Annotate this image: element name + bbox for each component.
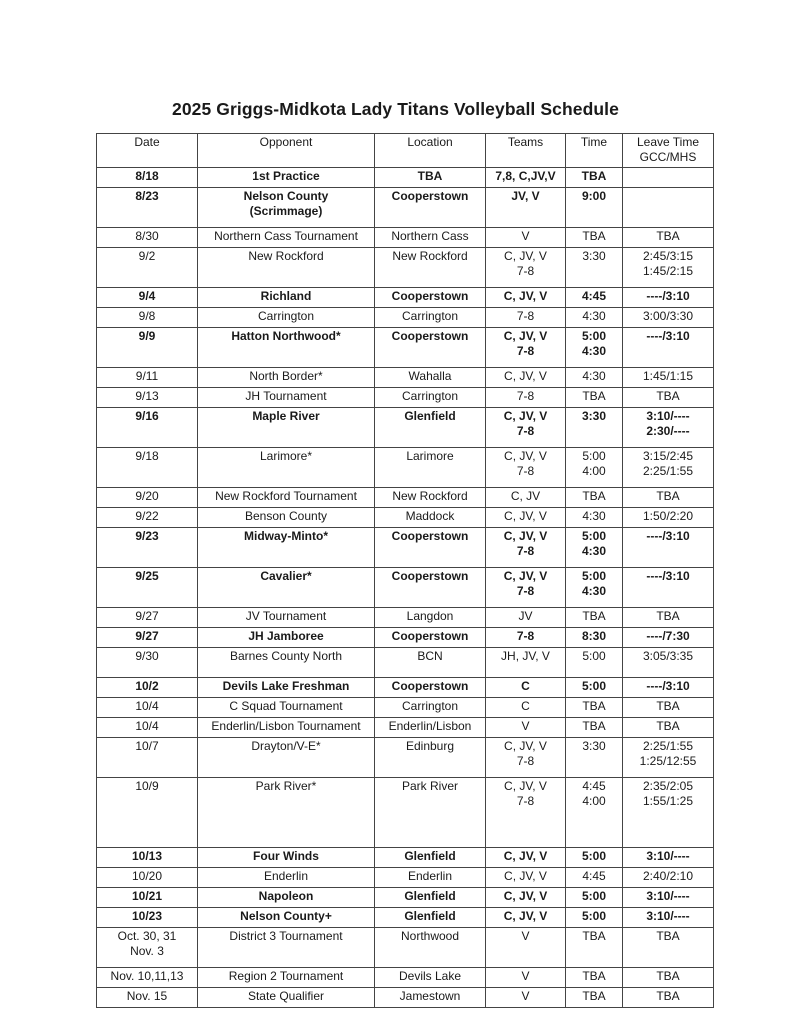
location-cell: Glenfield xyxy=(375,908,486,928)
table-row xyxy=(97,628,714,648)
time-cell: TBA xyxy=(566,608,623,628)
opponent-cell: Region 2 Tournament xyxy=(198,968,375,988)
teams-cell: C, JV, V xyxy=(486,368,566,388)
teams-cell: C, JV, V xyxy=(486,868,566,888)
opponent-cell: Hatton Northwood* xyxy=(198,328,375,368)
teams-cell: C, JV, V 7-8 xyxy=(486,248,566,288)
time-cell: TBA xyxy=(566,388,623,408)
column-header-teams: Teams xyxy=(486,134,566,168)
table-row xyxy=(97,288,714,308)
leave-time-cell: 3:10/---- 2:30/---- xyxy=(623,408,714,448)
opponent-cell: Northern Cass Tournament xyxy=(198,228,375,248)
leave-time-cell: 2:45/3:15 1:45/2:15 xyxy=(623,248,714,288)
leave-time-cell: TBA xyxy=(623,388,714,408)
table-row xyxy=(97,648,714,678)
date-cell: 10/9 xyxy=(97,778,198,848)
teams-cell: 7-8 xyxy=(486,628,566,648)
date-cell: 9/22 xyxy=(97,508,198,528)
table-row xyxy=(97,168,714,188)
location-cell: Cooperstown xyxy=(375,328,486,368)
table-row xyxy=(97,868,714,888)
table-row xyxy=(97,508,714,528)
opponent-cell: 1st Practice xyxy=(198,168,375,188)
time-cell: 5:00 xyxy=(566,908,623,928)
location-cell: Enderlin xyxy=(375,868,486,888)
date-cell: 9/2 xyxy=(97,248,198,288)
teams-cell: C, JV, V 7-8 xyxy=(486,408,566,448)
teams-cell: C, JV, V 7-8 xyxy=(486,738,566,778)
opponent-cell: JV Tournament xyxy=(198,608,375,628)
time-cell: 4:30 xyxy=(566,508,623,528)
location-cell: Carrington xyxy=(375,698,486,718)
table-row xyxy=(97,308,714,328)
time-cell: 4:45 xyxy=(566,288,623,308)
location-cell: Wahalla xyxy=(375,368,486,388)
leave-time-cell xyxy=(623,188,714,228)
teams-cell: C, JV, V 7-8 xyxy=(486,448,566,488)
teams-cell: 7,8, C,JV,V xyxy=(486,168,566,188)
teams-cell: JV, V xyxy=(486,188,566,228)
leave-time-cell: 3:00/3:30 xyxy=(623,308,714,328)
date-cell: 9/13 xyxy=(97,388,198,408)
leave-time-cell: ----/3:10 xyxy=(623,328,714,368)
location-cell: Cooperstown xyxy=(375,188,486,228)
table-row xyxy=(97,228,714,248)
date-cell: 9/23 xyxy=(97,528,198,568)
opponent-cell: C Squad Tournament xyxy=(198,698,375,718)
time-cell: 5:00 4:30 xyxy=(566,528,623,568)
teams-cell: V xyxy=(486,928,566,968)
teams-cell: C, JV, V 7-8 xyxy=(486,568,566,608)
table-row xyxy=(97,778,714,848)
time-cell: 5:00 xyxy=(566,678,623,698)
table-row xyxy=(97,678,714,698)
leave-time-cell: ----/3:10 xyxy=(623,678,714,698)
date-cell: 10/23 xyxy=(97,908,198,928)
date-cell: 10/7 xyxy=(97,738,198,778)
leave-time-cell: 2:25/1:55 1:25/12:55 xyxy=(623,738,714,778)
location-cell: Glenfield xyxy=(375,888,486,908)
location-cell: Glenfield xyxy=(375,408,486,448)
table-row xyxy=(97,188,714,228)
leave-time-cell: TBA xyxy=(623,228,714,248)
date-cell: 9/27 xyxy=(97,608,198,628)
location-cell: New Rockford xyxy=(375,248,486,288)
location-cell: TBA xyxy=(375,168,486,188)
time-cell: 4:45 4:00 xyxy=(566,778,623,848)
opponent-cell: District 3 Tournament xyxy=(198,928,375,968)
location-cell: Cooperstown xyxy=(375,528,486,568)
teams-cell: C, JV, V 7-8 xyxy=(486,528,566,568)
column-header-leave-time: Leave Time GCC/MHS xyxy=(623,134,714,168)
leave-time-cell: ----/3:10 xyxy=(623,568,714,608)
table-row xyxy=(97,388,714,408)
table-row xyxy=(97,888,714,908)
date-cell: Oct. 30, 31 Nov. 3 xyxy=(97,928,198,968)
teams-cell: C, JV, V 7-8 xyxy=(486,778,566,848)
opponent-cell: Midway-Minto* xyxy=(198,528,375,568)
teams-cell: C, JV, V xyxy=(486,848,566,868)
leave-time-cell: TBA xyxy=(623,718,714,738)
location-cell: Northern Cass xyxy=(375,228,486,248)
column-header-date: Date xyxy=(97,134,198,168)
teams-cell: C, JV, V xyxy=(486,888,566,908)
table-row xyxy=(97,248,714,288)
opponent-cell: Drayton/V-E* xyxy=(198,738,375,778)
time-cell: 5:00 4:30 xyxy=(566,568,623,608)
table-row xyxy=(97,608,714,628)
opponent-cell: JH Tournament xyxy=(198,388,375,408)
location-cell: Cooperstown xyxy=(375,678,486,698)
teams-cell: C xyxy=(486,678,566,698)
location-cell: Maddock xyxy=(375,508,486,528)
date-cell: Nov. 10,11,13 xyxy=(97,968,198,988)
location-cell: Cooperstown xyxy=(375,568,486,608)
teams-cell: C, JV, V xyxy=(486,908,566,928)
table-row xyxy=(97,488,714,508)
location-cell: Jamestown xyxy=(375,988,486,1008)
teams-cell: V xyxy=(486,718,566,738)
date-cell: 8/30 xyxy=(97,228,198,248)
leave-time-cell: 2:35/2:05 1:55/1:25 xyxy=(623,778,714,848)
leave-time-cell: 2:40/2:10 xyxy=(623,868,714,888)
time-cell: TBA xyxy=(566,718,623,738)
time-cell: 3:30 xyxy=(566,408,623,448)
time-cell: 4:30 xyxy=(566,308,623,328)
time-cell: TBA xyxy=(566,488,623,508)
table-row xyxy=(97,848,714,868)
opponent-cell: Devils Lake Freshman xyxy=(198,678,375,698)
teams-cell: C xyxy=(486,698,566,718)
leave-time-cell xyxy=(623,168,714,188)
header-row xyxy=(97,134,714,168)
column-header-location: Location xyxy=(375,134,486,168)
opponent-cell: Enderlin xyxy=(198,868,375,888)
location-cell: Carrington xyxy=(375,388,486,408)
table-row xyxy=(97,528,714,568)
location-cell: Cooperstown xyxy=(375,628,486,648)
location-cell: BCN xyxy=(375,648,486,678)
teams-cell: C, JV, V xyxy=(486,508,566,528)
opponent-cell: Benson County xyxy=(198,508,375,528)
table-row xyxy=(97,738,714,778)
leave-time-cell: 1:50/2:20 xyxy=(623,508,714,528)
date-cell: 9/18 xyxy=(97,448,198,488)
leave-time-cell: TBA xyxy=(623,928,714,968)
time-cell: 4:45 xyxy=(566,868,623,888)
location-cell: Devils Lake xyxy=(375,968,486,988)
time-cell: TBA xyxy=(566,968,623,988)
teams-cell: V xyxy=(486,968,566,988)
time-cell: 5:00 4:30 xyxy=(566,328,623,368)
leave-time-cell: 3:10/---- xyxy=(623,888,714,908)
opponent-cell: Larimore* xyxy=(198,448,375,488)
time-cell: TBA xyxy=(566,928,623,968)
date-cell: 9/11 xyxy=(97,368,198,388)
table-row xyxy=(97,968,714,988)
leave-time-cell: 3:10/---- xyxy=(623,848,714,868)
date-cell: 9/25 xyxy=(97,568,198,608)
teams-cell: V xyxy=(486,988,566,1008)
table-row xyxy=(97,368,714,388)
leave-time-cell: TBA xyxy=(623,698,714,718)
leave-time-cell: TBA xyxy=(623,968,714,988)
opponent-cell: Nelson County+ xyxy=(198,908,375,928)
teams-cell: 7-8 xyxy=(486,308,566,328)
time-cell: 5:00 xyxy=(566,848,623,868)
table-row xyxy=(97,908,714,928)
location-cell: Glenfield xyxy=(375,848,486,868)
table-row xyxy=(97,568,714,608)
leave-time-cell: TBA xyxy=(623,488,714,508)
location-cell: Langdon xyxy=(375,608,486,628)
location-cell: Cooperstown xyxy=(375,288,486,308)
location-cell: Park River xyxy=(375,778,486,848)
leave-time-cell: 3:05/3:35 xyxy=(623,648,714,678)
date-cell: 10/4 xyxy=(97,718,198,738)
time-cell: 5:00 xyxy=(566,888,623,908)
leave-time-cell: 1:45/1:15 xyxy=(623,368,714,388)
leave-time-cell: TBA xyxy=(623,608,714,628)
teams-cell: C, JV, V 7-8 xyxy=(486,328,566,368)
leave-time-cell: 3:15/2:45 2:25/1:55 xyxy=(623,448,714,488)
schedule-body xyxy=(97,168,714,1008)
opponent-cell: Park River* xyxy=(198,778,375,848)
table-row xyxy=(97,718,714,738)
teams-cell: C, JV xyxy=(486,488,566,508)
opponent-cell: Maple River xyxy=(198,408,375,448)
date-cell: 10/2 xyxy=(97,678,198,698)
table-row xyxy=(97,408,714,448)
location-cell: New Rockford xyxy=(375,488,486,508)
leave-time-cell: ----/3:10 xyxy=(623,528,714,568)
time-cell: TBA xyxy=(566,228,623,248)
date-cell: 9/9 xyxy=(97,328,198,368)
leave-time-cell: ----/7:30 xyxy=(623,628,714,648)
opponent-cell: North Border* xyxy=(198,368,375,388)
time-cell: TBA xyxy=(566,698,623,718)
opponent-cell: Napoleon xyxy=(198,888,375,908)
date-cell: 10/20 xyxy=(97,868,198,888)
teams-cell: 7-8 xyxy=(486,388,566,408)
location-cell: Carrington xyxy=(375,308,486,328)
column-header-time: Time xyxy=(566,134,623,168)
date-cell: 9/30 xyxy=(97,648,198,678)
time-cell: 3:30 xyxy=(566,738,623,778)
location-cell: Enderlin/Lisbon xyxy=(375,718,486,738)
time-cell: 3:30 xyxy=(566,248,623,288)
leave-time-cell: 3:10/---- xyxy=(623,908,714,928)
opponent-cell: New Rockford Tournament xyxy=(198,488,375,508)
date-cell: 9/16 xyxy=(97,408,198,448)
date-cell: Nov. 15 xyxy=(97,988,198,1008)
opponent-cell: State Qualifier xyxy=(198,988,375,1008)
date-cell: 10/13 xyxy=(97,848,198,868)
date-cell: 9/4 xyxy=(97,288,198,308)
opponent-cell: Enderlin/Lisbon Tournament xyxy=(198,718,375,738)
opponent-cell: Barnes County North xyxy=(198,648,375,678)
opponent-cell: Cavalier* xyxy=(198,568,375,608)
location-cell: Larimore xyxy=(375,448,486,488)
table-row xyxy=(97,698,714,718)
time-cell: 5:00 4:00 xyxy=(566,448,623,488)
time-cell: 5:00 xyxy=(566,648,623,678)
date-cell: 10/21 xyxy=(97,888,198,908)
opponent-cell: Richland xyxy=(198,288,375,308)
leave-time-cell: ----/3:10 xyxy=(623,288,714,308)
location-cell: Edinburg xyxy=(375,738,486,778)
opponent-cell: New Rockford xyxy=(198,248,375,288)
teams-cell: V xyxy=(486,228,566,248)
location-cell: Northwood xyxy=(375,928,486,968)
teams-cell: JV xyxy=(486,608,566,628)
schedule-table xyxy=(96,133,714,1008)
opponent-cell: Carrington xyxy=(198,308,375,328)
date-cell: 9/27 xyxy=(97,628,198,648)
column-header-opponent: Opponent xyxy=(198,134,375,168)
opponent-cell: JH Jamboree xyxy=(198,628,375,648)
time-cell: TBA xyxy=(566,988,623,1008)
date-cell: 9/20 xyxy=(97,488,198,508)
table-row xyxy=(97,928,714,968)
table-row xyxy=(97,328,714,368)
date-cell: 10/4 xyxy=(97,698,198,718)
date-cell: 8/18 xyxy=(97,168,198,188)
date-cell: 9/8 xyxy=(97,308,198,328)
time-cell: 9:00 xyxy=(566,188,623,228)
leave-time-cell: TBA xyxy=(623,988,714,1008)
teams-cell: C, JV, V xyxy=(486,288,566,308)
time-cell: 8:30 xyxy=(566,628,623,648)
table-row xyxy=(97,988,714,1008)
table-row xyxy=(97,448,714,488)
opponent-cell: Four Winds xyxy=(198,848,375,868)
time-cell: TBA xyxy=(566,168,623,188)
page-title: 2025 Griggs-Midkota Lady Titans Volleyball Schedule xyxy=(172,99,619,119)
date-cell: 8/23 xyxy=(97,188,198,228)
opponent-cell: Nelson County (Scrimmage) xyxy=(198,188,375,228)
time-cell: 4:30 xyxy=(566,368,623,388)
teams-cell: JH, JV, V xyxy=(486,648,566,678)
